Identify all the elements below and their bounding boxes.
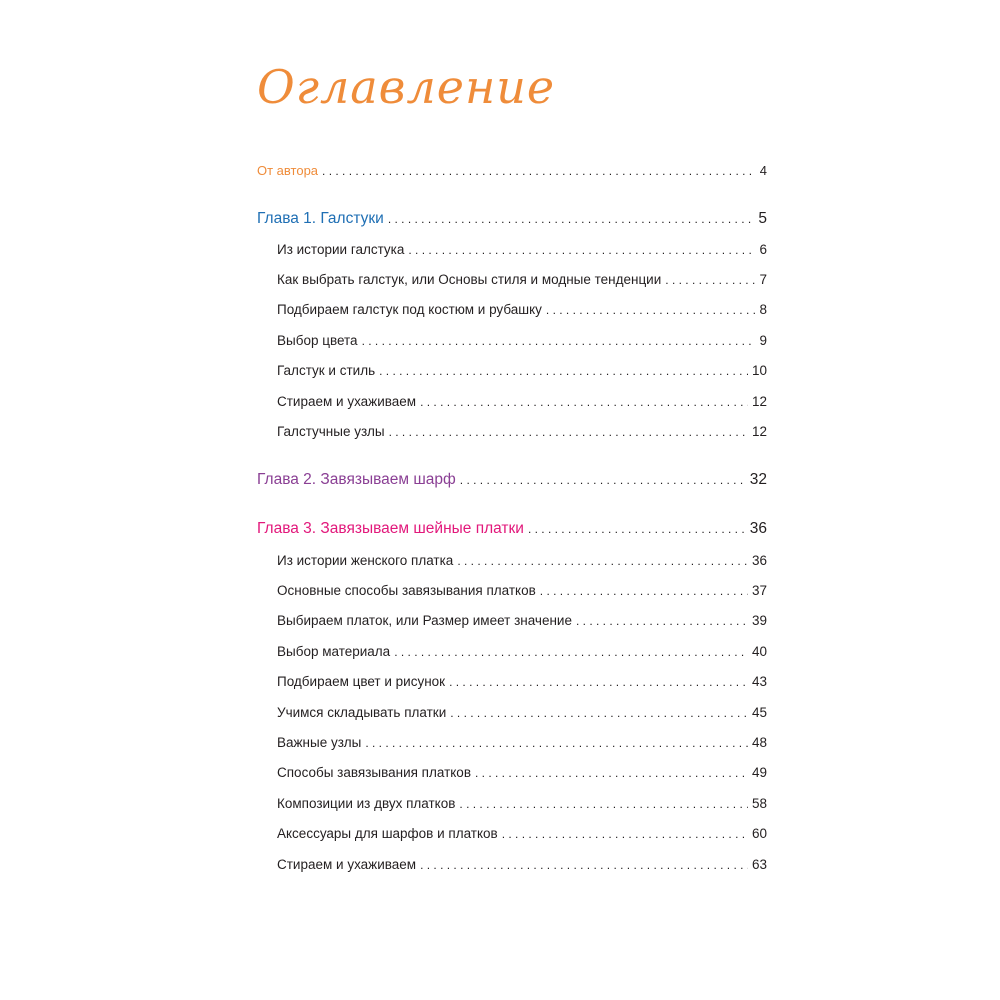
dot-leader (475, 766, 748, 780)
toc-entry-page: 4 (759, 163, 767, 178)
dot-leader (449, 675, 748, 689)
dot-leader (457, 554, 748, 568)
toc-entry-label: Выбор материала (277, 644, 391, 659)
toc-entry-page: 58 (751, 796, 767, 811)
toc-entry[interactable] (277, 613, 767, 628)
dot-leader (379, 364, 748, 378)
dot-leader (420, 395, 748, 409)
toc-entry-label: Галстучные узлы (277, 424, 385, 439)
toc-chapter-3[interactable] (257, 520, 767, 538)
toc-entry-page: 37 (751, 583, 767, 598)
toc-entry-page: 12 (751, 394, 767, 409)
dot-leader (502, 827, 748, 841)
chapter-label: Глава 3. Завязываем шейные платки (257, 520, 524, 537)
toc-entry[interactable] (277, 394, 767, 409)
toc-entry-page: 60 (751, 826, 767, 841)
chapter-label: Глава 1. Галстуки (257, 210, 384, 227)
dot-leader (362, 334, 756, 348)
toc-entry-page: 6 (759, 242, 767, 257)
toc-entry-label: Композиции из двух платков (277, 796, 456, 811)
toc-entry-label: Как выбрать галстук, или Основы стиля и модные тенденции (277, 272, 662, 287)
toc-entry[interactable] (277, 272, 767, 287)
toc-entry-label: Галстук и стиль (277, 363, 376, 378)
toc-entry-label: Важные узлы (277, 735, 362, 750)
toc-entry-label: Подбираем галстук под костюм и рубашку (277, 302, 542, 317)
toc-entry[interactable] (277, 242, 767, 257)
toc-entry[interactable] (277, 705, 767, 720)
dot-leader (322, 164, 756, 178)
page-title: Оглавление (257, 60, 556, 114)
toc-entry-page: 63 (751, 857, 767, 872)
toc-entry-page: 10 (751, 363, 767, 378)
toc-entry-label: Подбираем цвет и рисунок (277, 674, 446, 689)
toc-entry-page: 8 (759, 302, 767, 317)
dot-leader (546, 303, 756, 317)
toc-entry-page: 49 (751, 765, 767, 780)
toc-entry[interactable] (277, 826, 767, 841)
toc-entry-label: Из истории галстука (277, 242, 405, 257)
toc-chapter-1[interactable] (257, 210, 767, 228)
chapter-page: 5 (758, 210, 767, 227)
dot-leader (394, 645, 748, 659)
toc-entry-label: Учимся складывать платки (277, 705, 447, 720)
toc-entry-page: 43 (751, 674, 767, 689)
dot-leader (576, 614, 748, 628)
toc-entry-author[interactable] (257, 163, 767, 178)
toc-entry[interactable] (277, 644, 767, 659)
toc-entry-page: 40 (751, 644, 767, 659)
toc-entry-label: Из истории женского платка (277, 553, 454, 568)
toc-entry[interactable] (277, 333, 767, 348)
toc-entry[interactable] (277, 424, 767, 439)
dot-leader (389, 425, 748, 439)
toc-entry[interactable] (277, 765, 767, 780)
toc-entry-page: 12 (751, 424, 767, 439)
dot-leader (365, 736, 748, 750)
toc-entry[interactable] (277, 553, 767, 568)
dot-leader (388, 212, 755, 226)
toc-entry-label: Выбор цвета (277, 333, 358, 348)
chapter-label: Глава 2. Завязываем шарф (257, 471, 456, 488)
dot-leader (408, 243, 755, 257)
toc-entry-label: Выбираем платок, или Размер имеет значение (277, 613, 572, 628)
toc-entry-page: 7 (759, 272, 767, 287)
toc-entry-label: От автора (257, 163, 319, 178)
toc-entry-page: 9 (759, 333, 767, 348)
chapter-page: 32 (749, 471, 767, 488)
toc-entry-page: 45 (751, 705, 767, 720)
toc-entry[interactable] (277, 796, 767, 811)
toc-entry[interactable] (277, 583, 767, 598)
toc-entry[interactable] (277, 363, 767, 378)
dot-leader (460, 473, 746, 487)
toc-entry-label: Стираем и ухаживаем (277, 394, 417, 409)
toc-entry-label: Способы завязывания платков (277, 765, 471, 780)
dot-leader (450, 706, 748, 720)
dot-leader (459, 797, 748, 811)
dot-leader (540, 584, 748, 598)
toc-entry[interactable] (277, 674, 767, 689)
toc-entry-label: Аксессуары для шарфов и платков (277, 826, 498, 841)
chapter-page: 36 (749, 520, 767, 537)
dot-leader (528, 522, 746, 536)
toc-entry-page: 39 (751, 613, 767, 628)
toc-entry[interactable] (277, 735, 767, 750)
toc-chapter-2[interactable] (257, 471, 767, 489)
toc-entry[interactable] (277, 857, 767, 872)
toc-entry-label: Стираем и ухаживаем (277, 857, 417, 872)
toc-entry-label: Основные способы завязывания платков (277, 583, 536, 598)
dot-leader (665, 273, 755, 287)
toc-entry-page: 48 (751, 735, 767, 750)
toc-entry[interactable] (277, 302, 767, 317)
dot-leader (420, 858, 748, 872)
toc-entry-page: 36 (751, 553, 767, 568)
